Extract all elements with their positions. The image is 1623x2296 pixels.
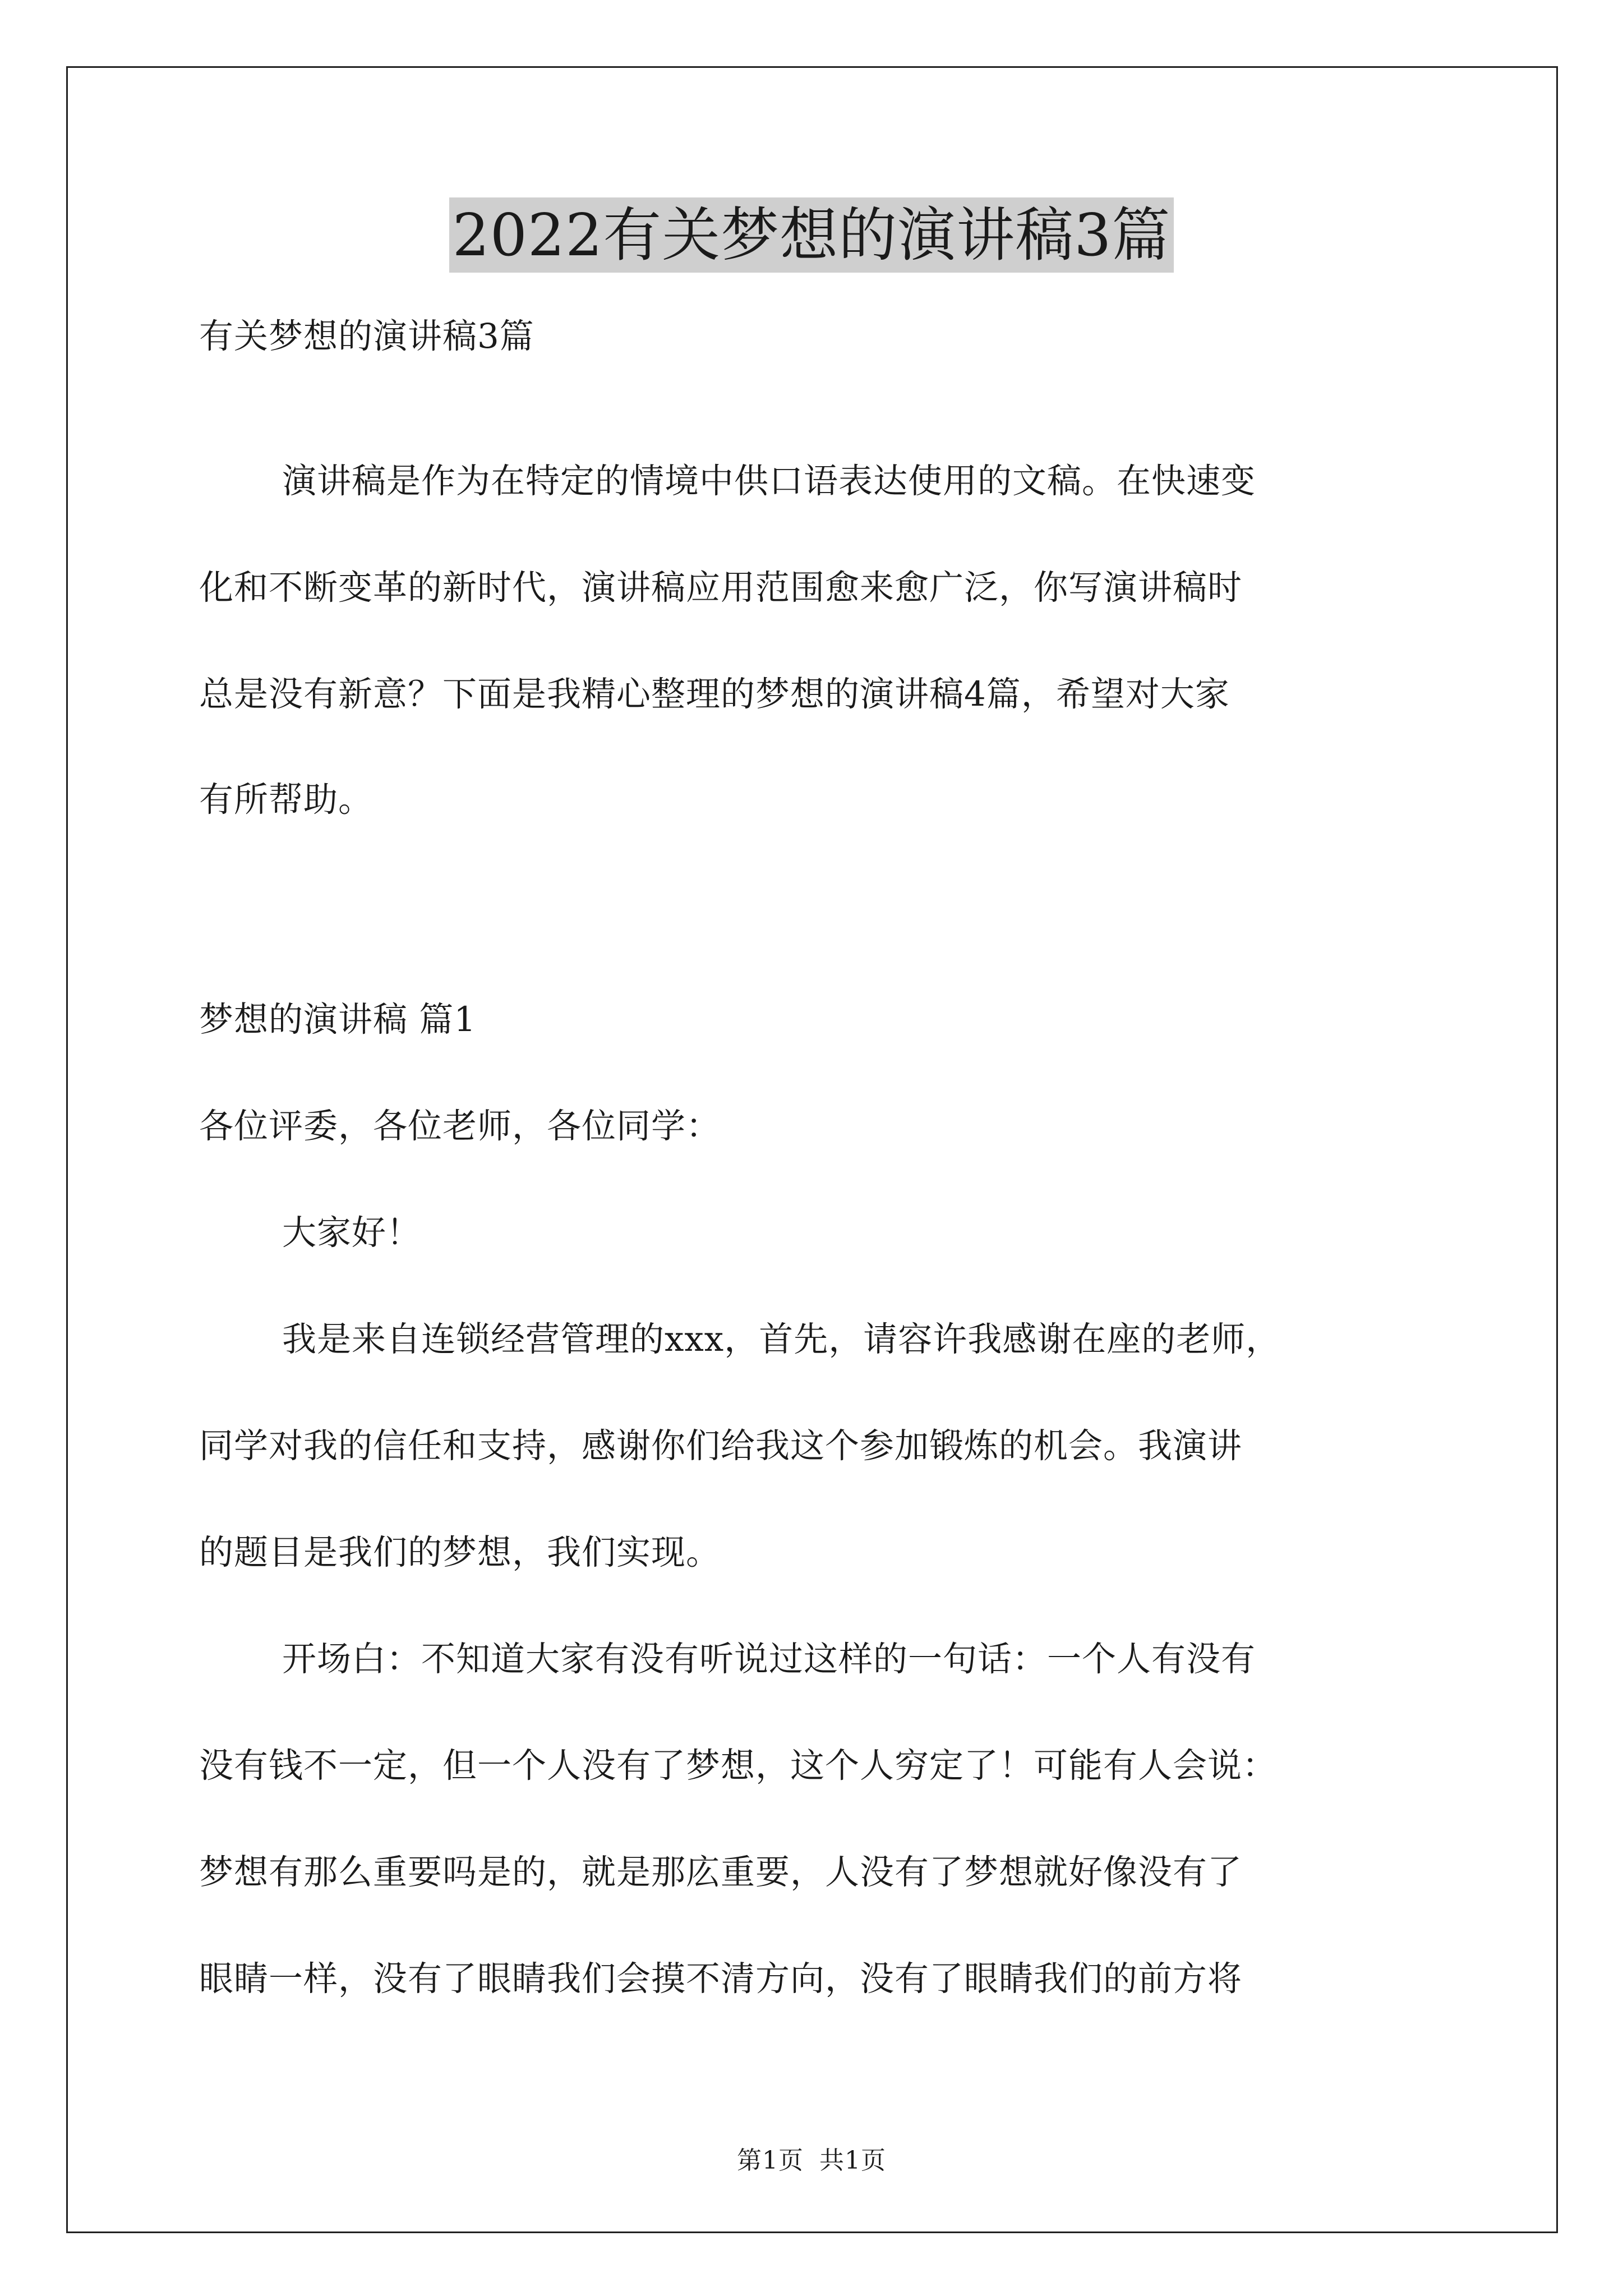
page-footer [0,2144,1623,2178]
paragraph-line: 没有钱不一定，但一个人没有了梦想，这个人穷定了！可能有人会说： [199,1746,1278,1786]
greeting-line: 大家好！ [282,1213,422,1253]
paragraph-line: 开场白：不知道大家有没有听说过这样的一句话：一个人有没有 [282,1639,1256,1679]
page-border [66,66,1558,2233]
paragraph-line: 的题目是我们的梦想，我们实现。 [199,1533,721,1572]
title-container [0,197,1623,273]
document-title: 2022有关梦想的演讲稿3篇 [449,197,1174,273]
paragraph-line: 有所帮助。 [199,780,374,820]
paragraph-line: 同学对我的信任和支持，感谢你们给我这个参加锻炼的机会。我演讲 [199,1426,1243,1466]
paragraph-line: 总是没有新意？下面是我精心整理的梦想的演讲稿4篇，希望对大家 [199,674,1230,714]
paragraph-line: 我是来自连锁经营管理的xxx，首先，请容许我感谢在座的老师， [282,1319,1281,1359]
page-total: 共1页 [819,2146,886,2175]
section-heading: 梦想的演讲稿 篇1 [199,1000,477,1039]
salutation-line: 各位评委，各位老师，各位同学： [199,1106,721,1146]
paragraph-line: 梦想有那么重要吗是的，就是那庅重要，人没有了梦想就好像没有了 [199,1852,1243,1892]
paragraph-line: 演讲稿是作为在特定的情境中供口语表达使用的文稿。在快速变 [282,461,1256,501]
page-number: 第1页 [737,2146,804,2175]
paragraph-line: 眼睛一样，没有了眼睛我们会摸不清方向，没有了眼睛我们的前方将 [199,1959,1243,1999]
paragraph-line: 化和不断变革的新时代，演讲稿应用范围愈来愈广泛，你写演讲稿时 [199,568,1243,608]
subtitle-line: 有关梦想的演讲稿3篇 [199,316,534,356]
